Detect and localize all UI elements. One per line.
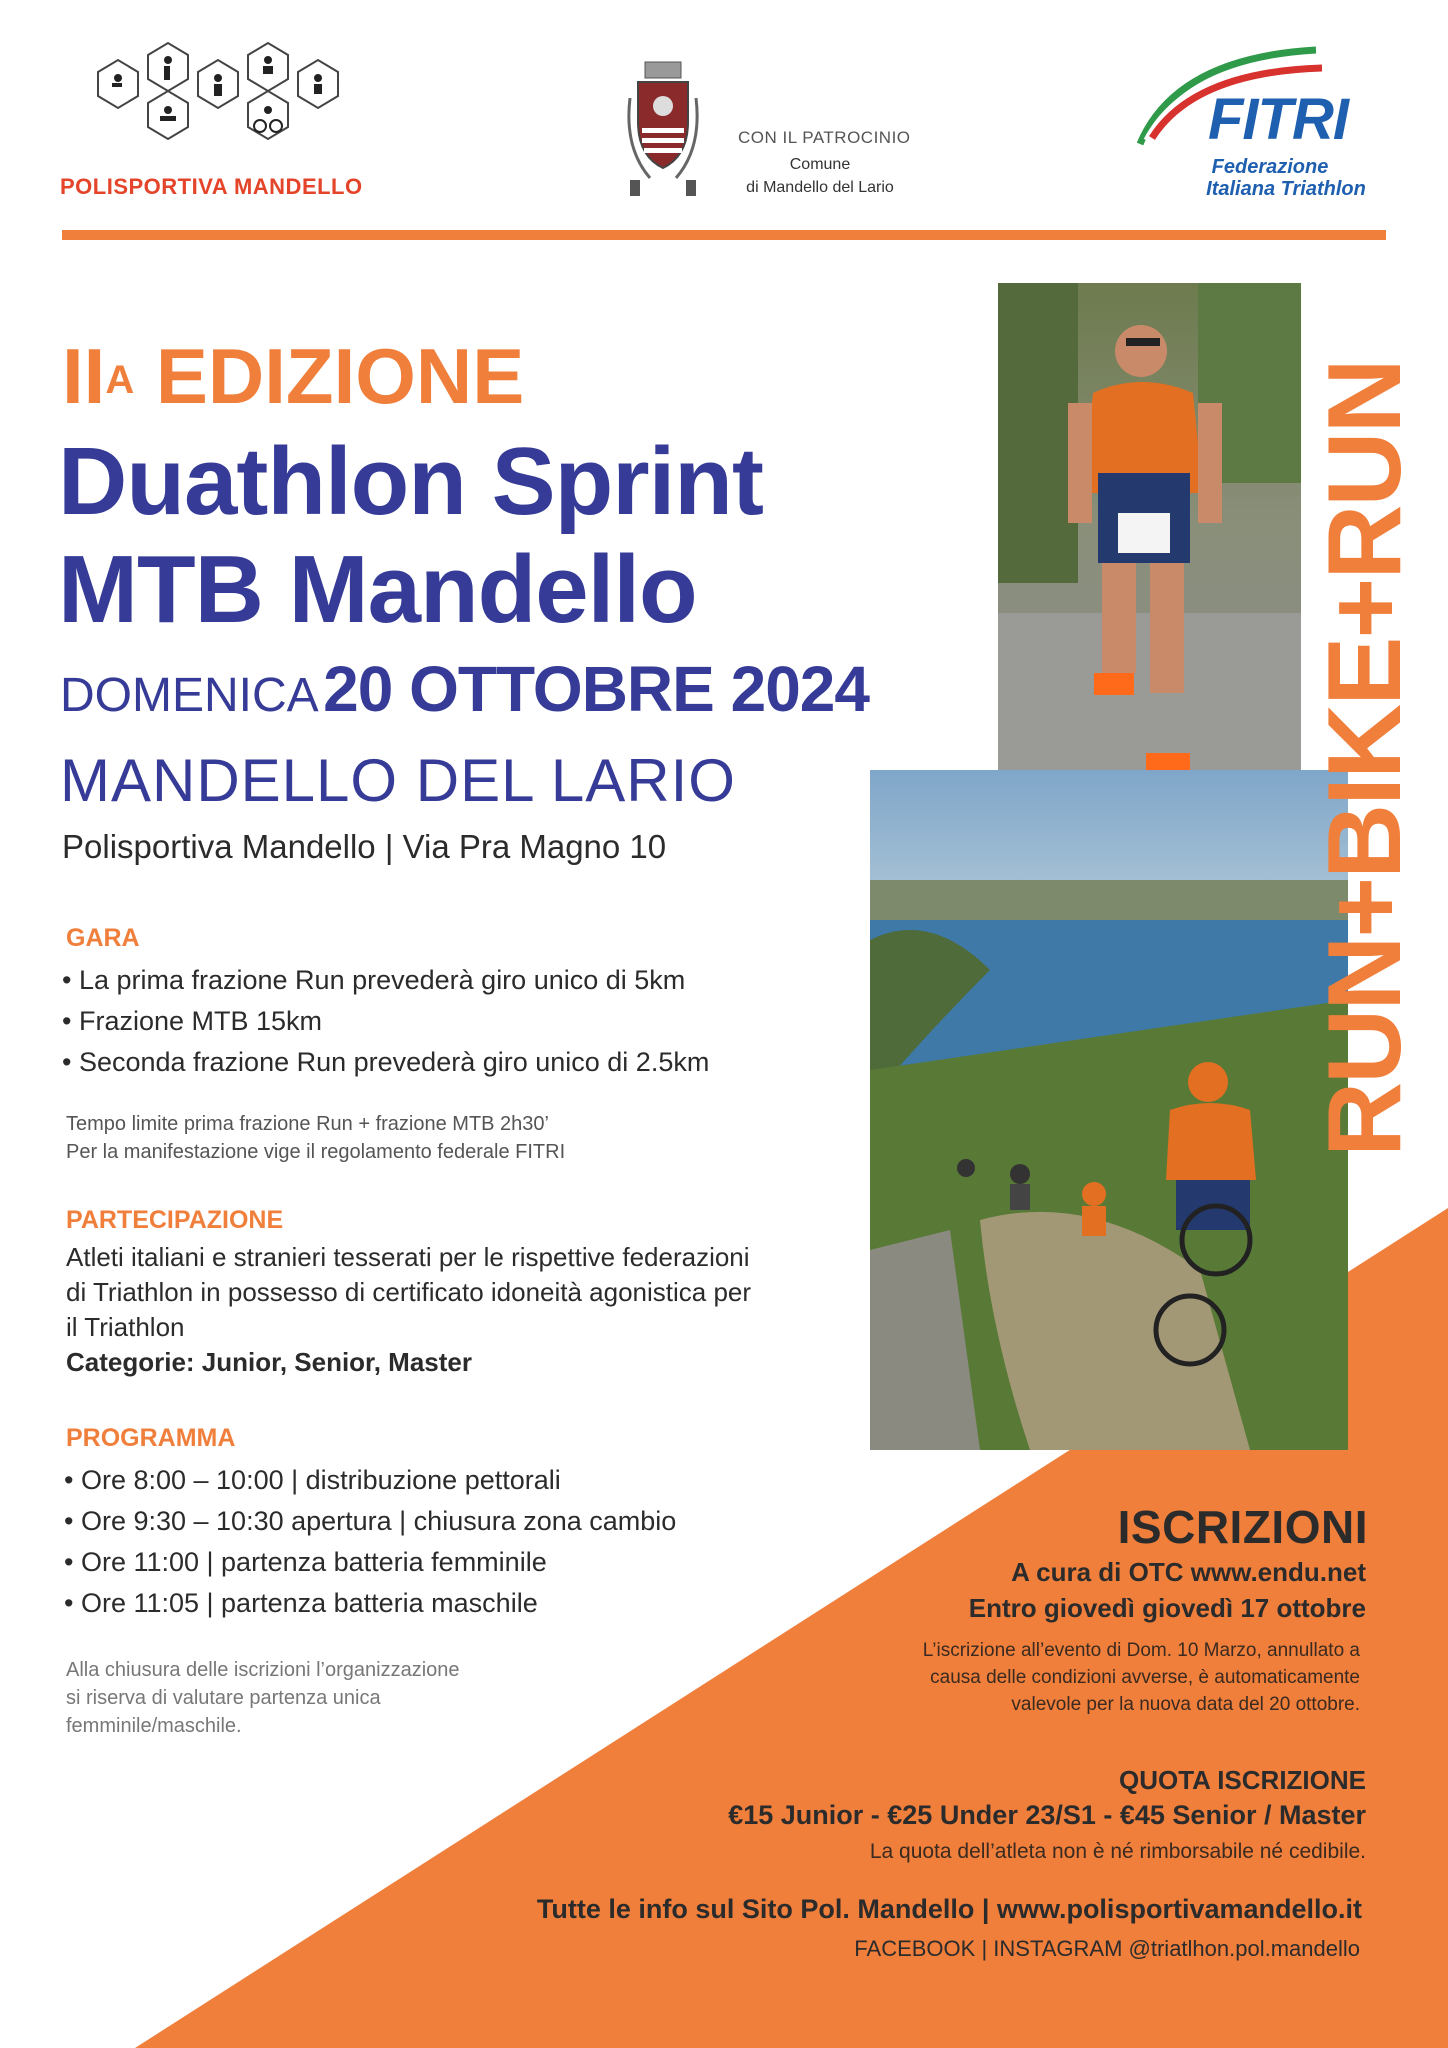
patronage-org-line2: di Mandello del Lario (746, 179, 894, 196)
fitri-sub2: Italiana Triathlon (1206, 178, 1366, 200)
programma-item: • Ore 11:00 | partenza batteria femminile (64, 1547, 547, 1577)
gara-item: • Frazione MTB 15km (62, 1006, 323, 1036)
event-title-line1: Duathlon Sprint (58, 428, 763, 535)
programma-note: femminile/maschile. (66, 1715, 242, 1737)
partecipazione-categories: Categorie: Junior, Senior, Master (66, 1347, 472, 1377)
programma-item: • Ore 8:00 – 10:00 | distribuzione pettorali (64, 1465, 561, 1495)
iscrizioni-title: ISCRIZIONI (1117, 1501, 1368, 1553)
event-date (60, 652, 869, 726)
gara-item: • La prima frazione Run prevederà giro unico di 5km (62, 965, 686, 995)
gara-item: • Seconda frazione Run prevederà giro unico di 2.5km (62, 1047, 710, 1077)
partecipazione-text: Atleti italiani e stranieri tesserati per le rispettive federazioni (66, 1242, 750, 1272)
edition-sup: A (105, 358, 135, 402)
run-bike-run-tag: RUN+BIKE+RUN (1307, 360, 1423, 1157)
quota-prices: €15 Junior - €25 Under 23/S1 - €45 Senior / Master (728, 1800, 1366, 1830)
header-divider (62, 230, 1386, 240)
date-main: 20 OTTOBRE 2024 (323, 653, 869, 725)
gara-note: Tempo limite prima frazione Run + frazione MTB 2h30’ (66, 1113, 549, 1135)
date-prefix: DOMENICA (60, 669, 319, 722)
event-place: MANDELLO DEL LARIO (60, 747, 736, 814)
runner-photo (998, 283, 1301, 823)
quota-title: QUOTA ISCRIZIONE (1119, 1765, 1366, 1795)
fitri-wordmark: FITRI (1208, 87, 1348, 152)
programma-note: Alla chiusura delle iscrizioni l’organizzazione (66, 1659, 460, 1681)
programma-title: PROGRAMMA (66, 1424, 236, 1452)
iscrizioni-note: causa delle condizioni avverse, è automaticamente (930, 1667, 1360, 1688)
polisportiva-logo (60, 40, 363, 200)
event-title-line2: MTB Mandello (58, 536, 697, 643)
edition-heading (62, 332, 525, 420)
programma-item: • Ore 9:30 – 10:30 apertura | chiusura zona cambio (64, 1506, 677, 1536)
mtb-photo (870, 770, 1348, 1450)
programma-note: si riserva di valutare partenza unica (66, 1687, 381, 1709)
edition-word: EDIZIONE (155, 332, 525, 420)
programma-item: • Ore 11:05 | partenza batteria maschile (64, 1588, 538, 1618)
partecipazione-text: il Triathlon (66, 1312, 185, 1342)
iscrizioni-line: A cura di OTC www.endu.net (1011, 1557, 1366, 1587)
sports-hexagons-icon (60, 40, 360, 155)
partecipazione-title: PARTECIPAZIONE (66, 1206, 284, 1234)
social-handles: FACEBOOK | INSTAGRAM @triatlhon.pol.mandello (854, 1936, 1360, 1961)
iscrizioni-note: valevole per la nuova data del 20 ottobre. (1011, 1694, 1360, 1715)
club-name: POLISPORTIVA MANDELLO (60, 174, 363, 199)
info-website: Tutte le info sul Sito Pol. Mandello | www.polisportivamandello.it (536, 1894, 1362, 1924)
comune-crest-icon (618, 58, 708, 203)
fitri-sub1: Federazione (1211, 156, 1329, 178)
gara-title: GARA (66, 924, 140, 952)
quota-note: La quota dell’atleta non è né rimborsabile né cedibile. (869, 1840, 1366, 1863)
iscrizioni-note: L’iscrizione all’evento di Dom. 10 Marzo, annullato a (922, 1640, 1360, 1661)
event-venue: Polisportiva Mandello | Via Pra Magno 10 (62, 828, 667, 865)
partecipazione-text: di Triathlon in possesso di certificato idoneità agonistica per (66, 1277, 752, 1307)
edition-number: II (62, 332, 106, 420)
patronage-label: CON IL PATROCINIO (738, 128, 911, 147)
patronage-org-line1: Comune (789, 156, 851, 173)
iscrizioni-line: Entro giovedì giovedì 17 ottobre (968, 1593, 1366, 1623)
gara-note: Per la manifestazione vige il regolamento federale FITRI (66, 1141, 566, 1163)
